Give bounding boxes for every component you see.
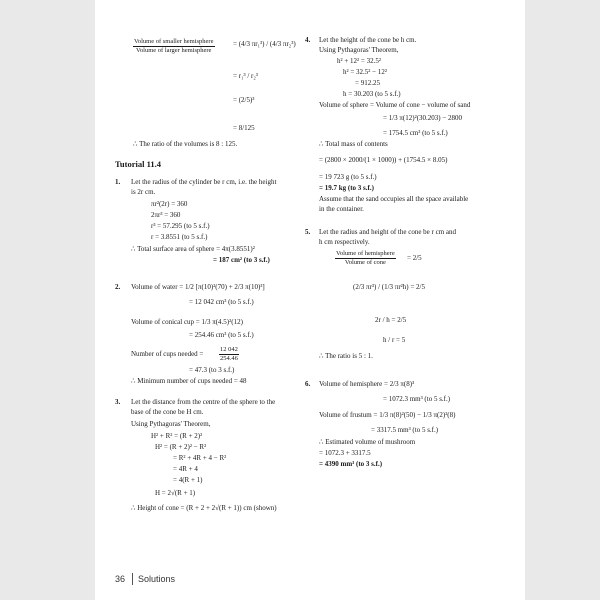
q2-step-6: = 47.3 (to 3 s.f.): [189, 366, 235, 374]
q4-step-2: h² = 32.5² − 12²: [343, 68, 387, 76]
q1-step-2: 2πr³ = 360: [151, 211, 181, 219]
left-column: [95, 0, 300, 560]
q3-step-3: = R² + 4R + 4 − R²: [173, 454, 227, 462]
q2-answer: ∴ Minimum number of cups needed = 48: [131, 377, 247, 385]
q3-number: 3.: [115, 398, 121, 406]
q5-number: 5.: [305, 228, 311, 236]
q4-number: 4.: [305, 36, 311, 44]
q5-answer: ∴ The ratio is 5 : 1.: [319, 352, 373, 360]
q2-step-1: Volume of water = 1/2 [π(10)²(70) + 2/3 π(10)³]: [131, 283, 265, 291]
ratio-step-1: = (4/3 πr₁³) / (4/3 πr₂³): [233, 40, 296, 48]
q5-step-4: h / r = 5: [383, 336, 406, 344]
q5-volume-denominator: Volume of cone: [344, 259, 386, 266]
q3-step-1: H² + R² = (R + 2)²: [151, 432, 203, 440]
q1-step-4: r = 3.8551 (to 5 s.f.): [151, 233, 208, 241]
q6-step-3: Volume of frustum = 1/3 π(8)²(50) − 1/3 π(2)²(8): [319, 411, 456, 419]
q5-intro-line-1: Let the radius and height of the cone be r cm and: [319, 228, 457, 236]
ratio-step-4: = 8/125: [233, 124, 255, 132]
q6-step-5: ∴ Estimated volume of mushroom: [319, 438, 416, 446]
q2-step-3: Volume of conical cup = 1/3 π(4.5)²(12): [131, 318, 243, 326]
ratio-step-2: = r₁³ / r₂³: [233, 72, 258, 80]
q3-intro-line-3: Using Pythagoras' Theorem,: [131, 420, 211, 428]
ratio-conclusion: ∴ The ratio of the volumes is 8 : 125.: [133, 140, 238, 148]
q4-note-line-1: Assume that the sand occupies all the space available: [319, 195, 469, 203]
q4-intro-line-2: Using Pythagoras' Theorem,: [319, 46, 399, 54]
footer-divider: [132, 573, 133, 585]
q4-step-8: ∴ Total mass of contents: [319, 140, 388, 148]
ratio-fraction-numerator: Volume of smaller hemisphere: [134, 38, 214, 45]
q2-cups-denominator: 254.46: [220, 355, 238, 362]
q1-intro-line-2: is 2r cm.: [131, 188, 156, 196]
q5-volume-fraction: [335, 250, 396, 267]
page-number: 36: [115, 574, 126, 584]
q6-step-4: = 3317.5 mm³ (to 5 s.f.): [371, 426, 439, 434]
q6-number: 6.: [305, 380, 311, 388]
q1-step-3: r³ = 57.295 (to 5 s.f.): [151, 222, 210, 230]
q1-answer: = 187 cm² (to 3 s.f.): [213, 256, 270, 264]
q3-step-2: H² = (R + 2)² − R²: [155, 443, 207, 451]
ratio-fraction-denominator: Volume of larger hemisphere: [136, 47, 212, 54]
q5-step-1: = 2/5: [407, 254, 422, 262]
q5-volume-numerator: Volume of hemisphere: [336, 250, 395, 257]
ratio-step-3: = (2/5)³: [233, 96, 255, 104]
q1-intro-line-1: Let the radius of the cylinder be r cm, i.e. the height: [131, 178, 277, 186]
q5-intro-line-2: h cm respectively.: [319, 238, 370, 246]
q4-step-6: = 1/3 π(12)²(30.203) − 2800: [383, 114, 463, 122]
q3-answer: ∴ Height of cone = (R + 2 + 2√(R + 1)) cm (shown): [131, 504, 277, 512]
q6-answer: = 4390 mm³ (to 3 s.f.): [319, 460, 383, 468]
q3-intro-line-1: Let the distance from the centre of the sphere to the: [131, 398, 276, 406]
q3-step-4: = 4R + 4: [173, 465, 198, 473]
q2-step-5-label: Number of cups needed =: [131, 350, 204, 358]
q5-step-2: (2/3 πr³) / (1/3 πr²h) = 2/5: [353, 283, 425, 291]
q2-step-4: = 254.46 cm³ (to 5 s.f.): [189, 331, 254, 339]
q4-note-line-2: in the container.: [319, 205, 364, 213]
section-title: Solutions: [138, 574, 176, 584]
q3-step-6: H = 2√(R + 1): [155, 489, 196, 497]
q3-step-5: = 4(R + 1): [173, 476, 203, 484]
right-column: [305, 0, 525, 560]
q4-step-4: h = 30.203 (to 5 s.f.): [343, 90, 401, 98]
q6-step-6: = 1072.3 + 3317.5: [319, 449, 371, 457]
q4-answer: = 19.7 kg (to 3 s.f.): [319, 184, 374, 192]
q4-step-1: h² + 12² = 32.5²: [337, 57, 381, 65]
q2-step-2: = 12 042 cm³ (to 5 s.f.): [189, 298, 254, 306]
q4-step-9: = (2800 × 2000/(1 × 1000)) + (1754.5 × 8.05): [319, 156, 448, 164]
q4-step-3: = 912.25: [355, 79, 380, 87]
tutorial-heading: Tutorial 11.4: [115, 159, 161, 169]
q2-cups-fraction: [219, 346, 239, 363]
q4-step-10: = 19 723 g (to 5 s.f.): [319, 173, 377, 181]
q1-step-1: πr²(2r) = 360: [151, 200, 188, 208]
q1-number: 1.: [115, 178, 121, 186]
q2-cups-numerator: 12 042: [220, 346, 238, 353]
q4-step-5: Volume of sphere = Volume of cone − volume of sand: [319, 101, 471, 109]
q1-step-5: ∴ Total surface area of sphere = 4π(3.8551)²: [131, 245, 255, 253]
q4-intro-line-1: Let the height of the cone be h cm.: [319, 36, 417, 44]
q5-step-3: 2r / h = 2/5: [375, 316, 407, 324]
ratio-fraction: [133, 38, 215, 55]
q3-intro-line-2: base of the cone be H cm.: [131, 408, 204, 416]
q2-number: 2.: [115, 283, 121, 291]
q6-step-1: Volume of hemisphere = 2/3 π(8)³: [319, 380, 415, 388]
q4-step-7: = 1754.5 cm³ (to 5 s.f.): [383, 129, 448, 137]
textbook-page: [95, 0, 525, 600]
q6-step-2: = 1072.3 mm³ (to 5 s.f.): [383, 395, 451, 403]
